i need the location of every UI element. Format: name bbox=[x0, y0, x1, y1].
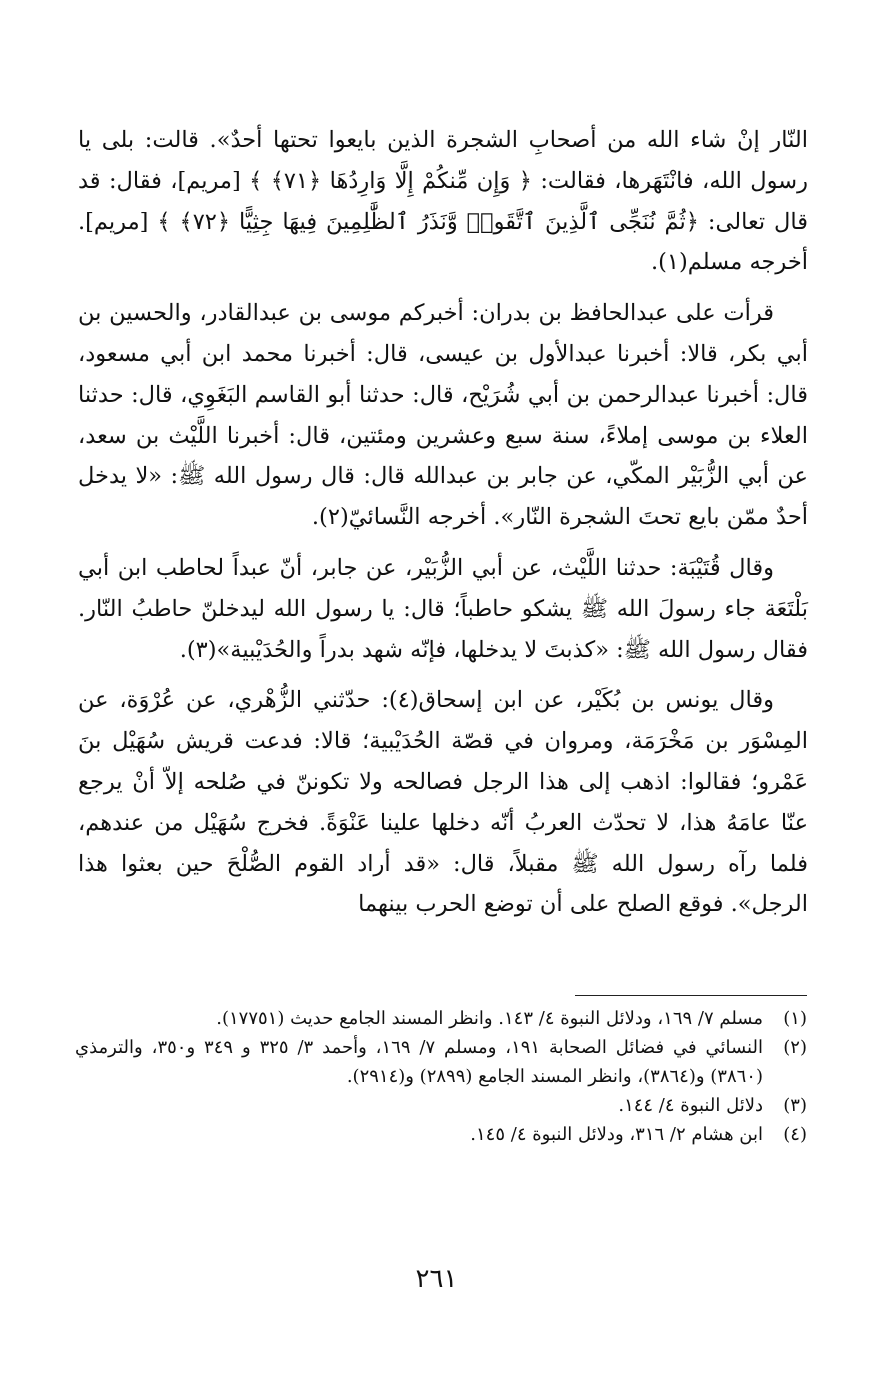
footnote-number: (١) bbox=[783, 1008, 807, 1029]
page-number: ٢٦١ bbox=[415, 1264, 458, 1294]
footnote-text: دلائل النبوة ٤/ ١٤٤. bbox=[618, 1095, 763, 1116]
paragraph-1: النّار إنْ شاء الله من أصحابِ الشجرة الذين بايعوا تحتها أحدٌ». قالت: بلى يا رسول الله، فانْتَهَرها، فقالت: ﴿ وَإِن مِّنكُمْ إِلَّا وَارِدُهَا ﴿٧١﴾ ﴾ [مريم]، فقال: قد قال تعالى: ﴿ثُمَّ نُنَجِّى ٱلَّذِينَ ٱتَّقَوا۟ وَّنَذَرُ ٱلظَّٰلِمِينَ فِيهَا جِثِيًّا ﴿٧٢﴾ ﴾ [مريم]. أخرجه مسلم(١). bbox=[78, 127, 808, 276]
footnote-number: (٣) bbox=[783, 1095, 807, 1116]
footnote-4 bbox=[75, 1120, 807, 1149]
footnote-2 bbox=[75, 1033, 807, 1091]
paragraph-2: قرأت على عبدالحافظ بن بدران: أخبركم موسى بن عبدالقادر، والحسين بن أبي بكر، قالا: أخبرنا عبدالأول بن عيسى، قال: أخبرنا محمد ابن أبي مسعود، قال: أخبرنا عبدالرحمن بن أبي شُرَيْح، قال: حدثنا أبو القاسم البَغَوِي، قال: حدثنا العلاء بن موسى إملاءً، سنة سبع وعشرين ومئتين، قال: أخبرنا اللَّيْث بن سعد، عن أبي الزُّبَيْر المكّي، عن جابر بن عبدالله قال: قال رسول الله ﷺ: «لا يدخل أحدٌ ممّن بايع تحتَ الشجرة النّار». أخرجه النَّسائيّ(٢). bbox=[78, 300, 808, 531]
footnote-3 bbox=[75, 1091, 807, 1120]
footnote-text: النسائي في فضائل الصحابة ١٩١، ومسلم ٧/ ١٦٩، وأحمد ٣/ ٣٢٥ و ٣٤٩ و٣٥٠، والترمذي (٣٨٦٠) و(٣٨٦٤)، وانظر المسند الجامع (٢٨٩٩) و(٢٩١٤). bbox=[75, 1037, 763, 1087]
footnotes bbox=[75, 1004, 807, 1149]
main-text bbox=[78, 120, 808, 935]
footnote-1 bbox=[75, 1004, 807, 1033]
footnote-text: ابن هشام ٢/ ٣١٦، ودلائل النبوة ٤/ ١٤٥. bbox=[470, 1124, 763, 1145]
footnote-number: (٤) bbox=[783, 1124, 807, 1145]
footnote-text: مسلم ٧/ ١٦٩، ودلائل النبوة ٤/ ١٤٣. وانظر المسند الجامع حديث (١٧٧٥١). bbox=[216, 1008, 763, 1029]
paragraph-3: وقال قُتَيْبَة: حدثنا اللَّيْث، عن أبي الزُّبَيْر، عن جابر، أنّ عبداً لحاطب ابن أبي بَلْتَعَة جاء رسولَ الله ﷺ يشكو حاطباً؛ قال: يا رسول الله ليدخلنّ حاطبُ النّار. فقال رسول الله ﷺ: «كذبتَ لا يدخلها، فإنّه شهد بدراً والحُدَيْبية»(٣). bbox=[78, 554, 808, 663]
footnote-number: (٢) bbox=[783, 1037, 807, 1058]
footnote-separator bbox=[575, 995, 807, 996]
paragraph-4: وقال يونس بن بُكَيْر، عن ابن إسحاق(٤): حدّثني الزُّهْري، عن عُرْوَة، عن المِسْوَر بن مَخْرَمَة، ومروان في قصّة الحُدَيْبية؛ قالا: فدعت قريش سُهَيْل بنَ عَمْرو؛ فقالوا: اذهب إلى هذا الرجل فصالحه ولا تكوننّ في صُلحه إلاّ أنْ يرجع عنّا عامَهُ هذا، لا تحدّث العربُ أنّه دخلها علينا عَنْوَةً. فخرج سُهَيْل من عندهم، فلما رآه رسول الله ﷺ مقبلاً، قال: «قد أراد القوم الصُّلْحَ حين بعثوا هذا الرجل». فوقع الصلح على أن توضع الحرب بينهما bbox=[78, 687, 808, 918]
